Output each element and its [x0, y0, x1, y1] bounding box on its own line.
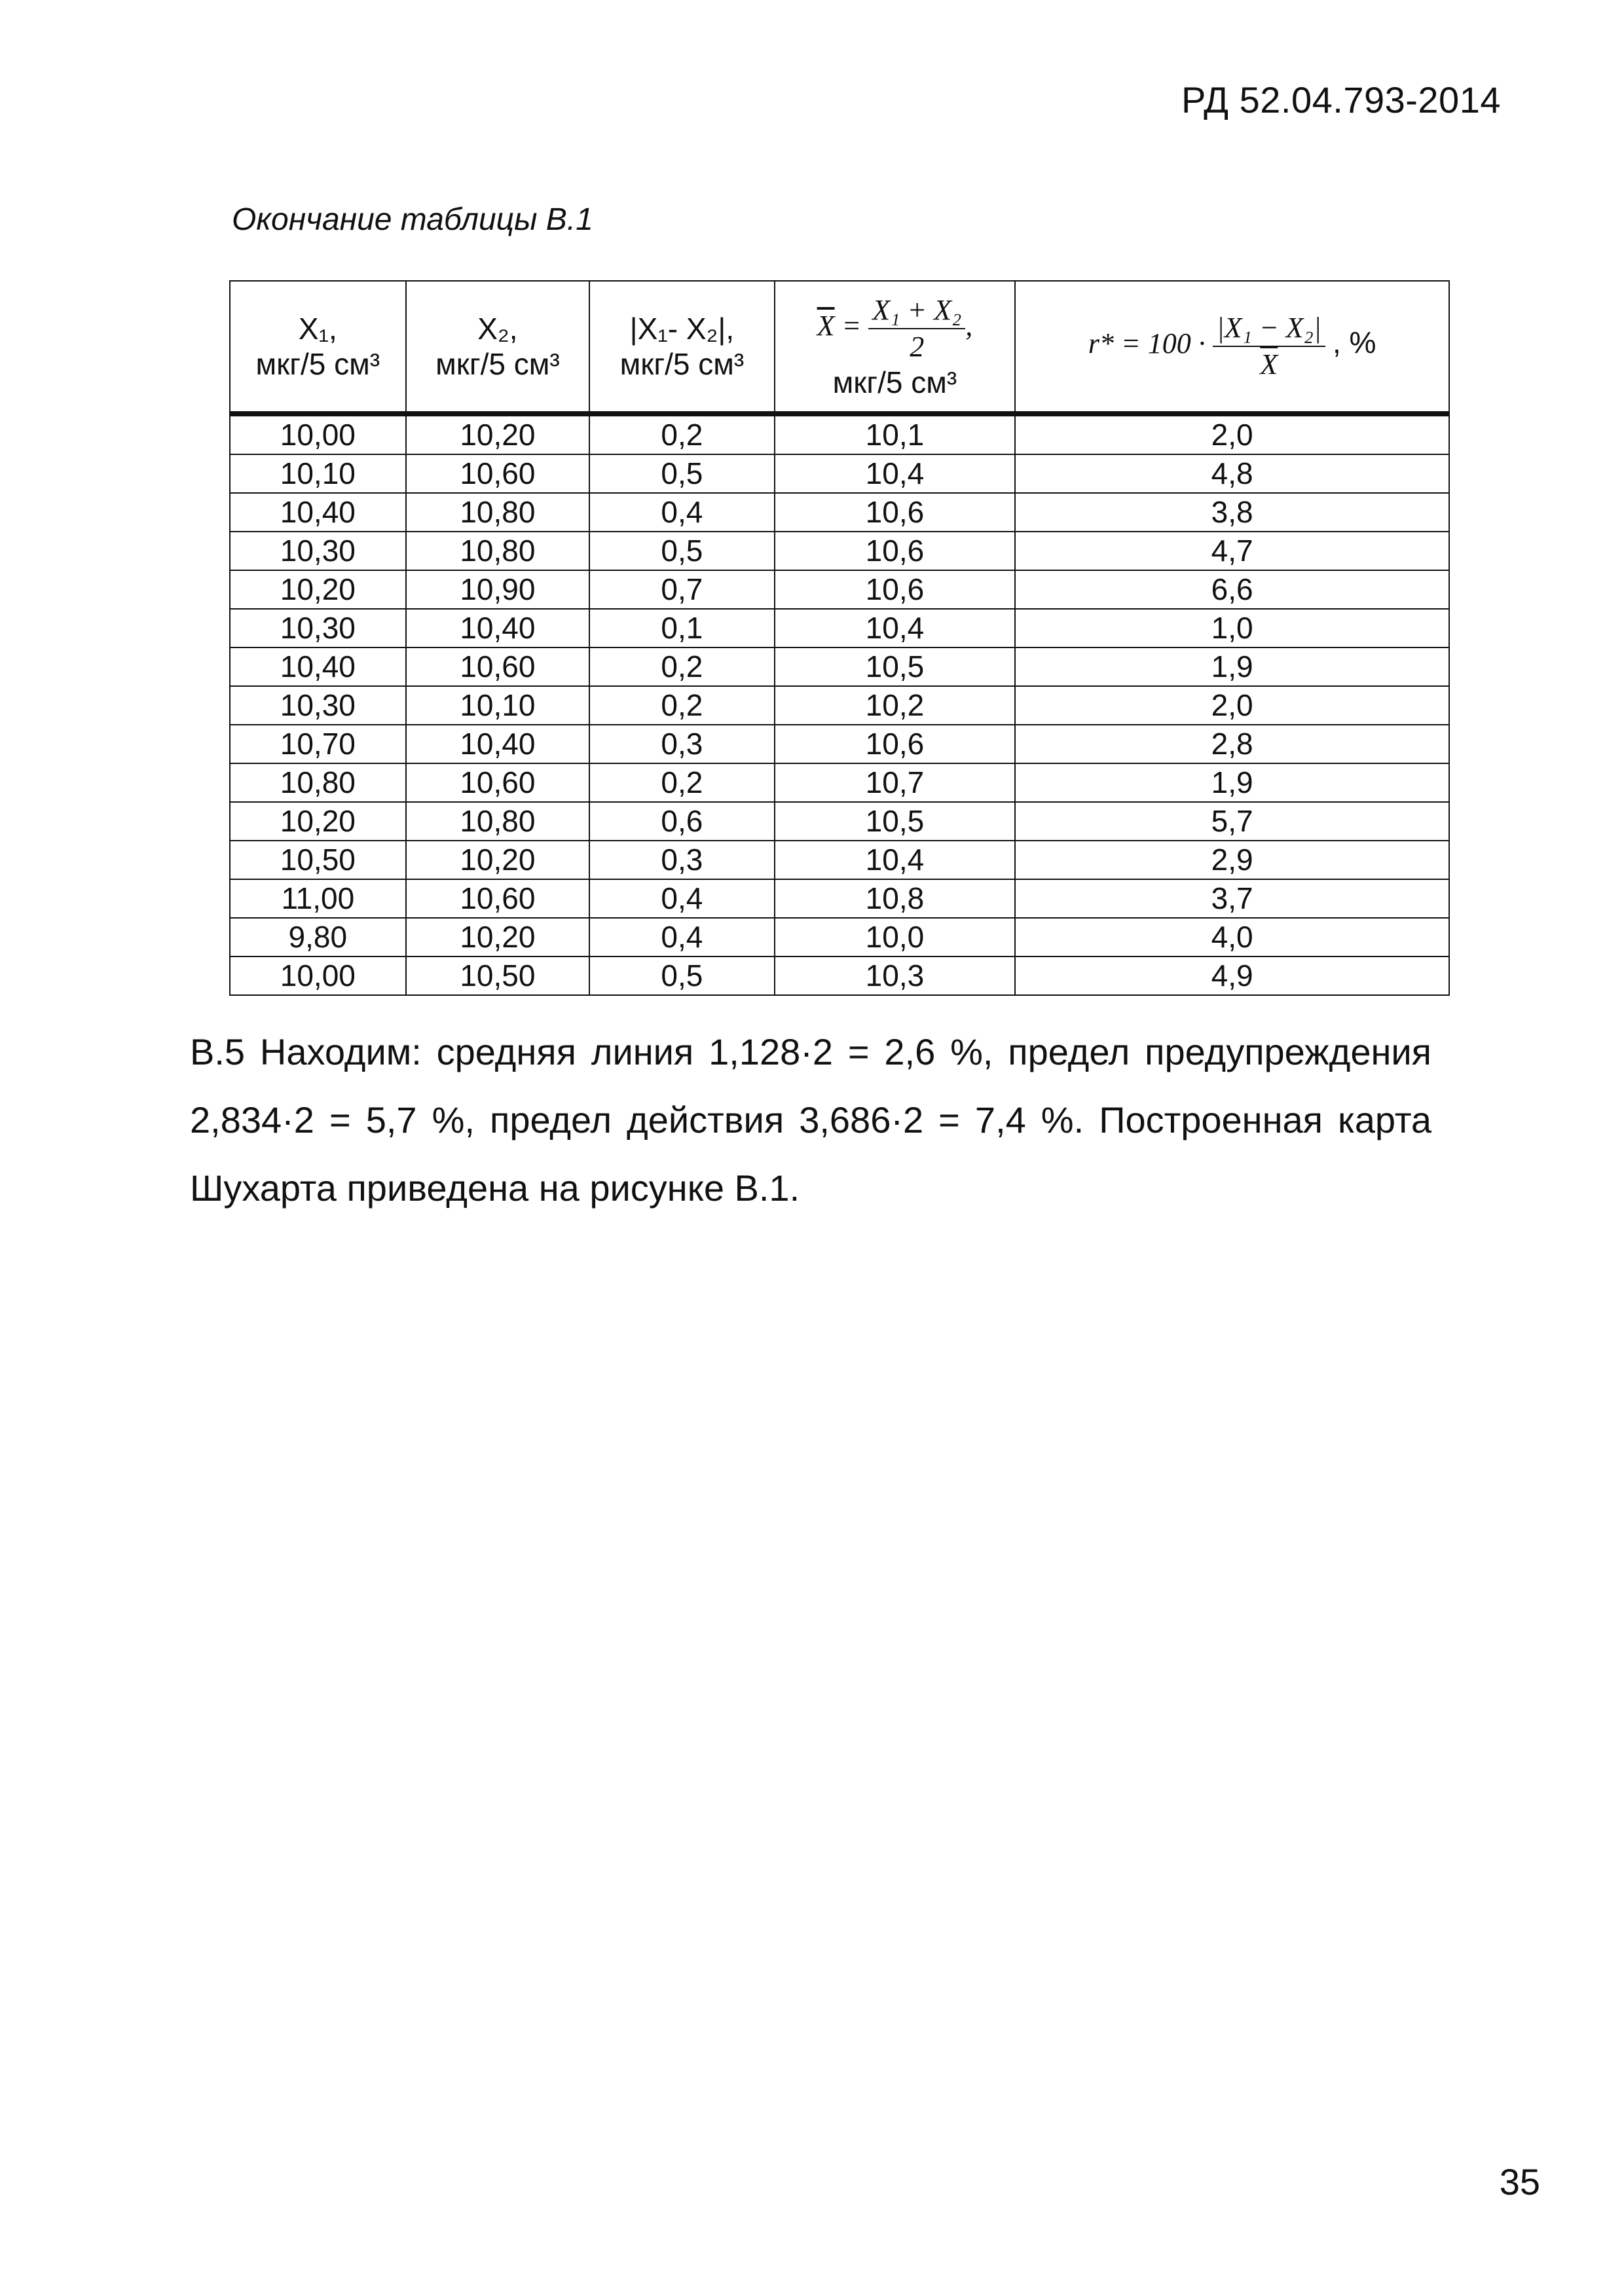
cell-r-star: 1,0	[1015, 609, 1449, 647]
table-header-row	[230, 281, 1449, 414]
r-formula	[1088, 312, 1333, 380]
cell-difference: 0,2	[589, 647, 774, 686]
header-x1-unit: мкг/5 см³	[255, 347, 380, 381]
r-formula-lhs: r* = 100 ·	[1088, 327, 1206, 360]
header-mean-unit: мкг/5 см³	[832, 365, 957, 399]
cell-x2: 10,40	[406, 725, 590, 763]
cell-mean: 10,1	[775, 414, 1016, 454]
r-formula-fraction	[1213, 310, 1325, 382]
table-row	[230, 841, 1449, 879]
cell-mean: 10,6	[775, 725, 1016, 763]
header-mean	[775, 281, 1016, 414]
table-row	[230, 802, 1449, 841]
cell-difference: 0,4	[589, 918, 774, 957]
cell-x2: 10,20	[406, 841, 590, 879]
cell-x2: 10,80	[406, 532, 590, 570]
header-x1-symbol: X₁,	[298, 312, 337, 346]
cell-r-star: 2,8	[1015, 725, 1449, 763]
header-x2	[406, 281, 590, 414]
cell-mean: 10,4	[775, 454, 1016, 493]
cell-x2: 10,60	[406, 454, 590, 493]
cell-mean: 10,7	[775, 763, 1016, 802]
table-row	[230, 647, 1449, 686]
cell-x2: 10,60	[406, 763, 590, 802]
cell-mean: 10,6	[775, 532, 1016, 570]
table-row	[230, 570, 1449, 609]
cell-r-star: 2,0	[1015, 686, 1449, 725]
mean-formula-fraction	[868, 293, 965, 365]
cell-x2: 10,20	[406, 918, 590, 957]
cell-mean: 10,4	[775, 609, 1016, 647]
table-row	[230, 609, 1449, 647]
cell-difference: 0,5	[589, 957, 774, 995]
data-table	[229, 280, 1450, 996]
mean-formula-eq: =	[841, 310, 862, 342]
table-row	[230, 957, 1449, 995]
header-x1	[230, 281, 406, 414]
cell-x2: 10,20	[406, 414, 590, 454]
cell-r-star: 3,8	[1015, 493, 1449, 532]
cell-x2: 10,60	[406, 647, 590, 686]
cell-x1: 10,80	[230, 763, 406, 802]
mean-formula-comma: ,	[965, 310, 973, 342]
table-row	[230, 686, 1449, 725]
cell-mean: 10,6	[775, 493, 1016, 532]
cell-mean: 10,5	[775, 647, 1016, 686]
cell-difference: 0,5	[589, 454, 774, 493]
cell-x2: 10,40	[406, 609, 590, 647]
cell-mean: 10,0	[775, 918, 1016, 957]
cell-difference: 0,4	[589, 493, 774, 532]
cell-x1: 10,30	[230, 532, 406, 570]
cell-x1: 10,20	[230, 802, 406, 841]
document-code: РД 52.04.793-2014	[1181, 79, 1501, 120]
cell-difference: 0,1	[589, 609, 774, 647]
cell-r-star: 6,6	[1015, 570, 1449, 609]
table-row	[230, 725, 1449, 763]
header-r-star	[1015, 281, 1449, 414]
cell-r-star: 4,9	[1015, 957, 1449, 995]
cell-x2: 10,80	[406, 802, 590, 841]
table-row	[230, 454, 1449, 493]
cell-x1: 10,10	[230, 454, 406, 493]
cell-r-star: 3,7	[1015, 879, 1449, 918]
cell-x1: 10,20	[230, 570, 406, 609]
cell-x1: 10,00	[230, 414, 406, 454]
cell-r-star: 1,9	[1015, 647, 1449, 686]
cell-r-star: 4,0	[1015, 918, 1449, 957]
mean-formula	[817, 294, 973, 363]
cell-difference: 0,2	[589, 686, 774, 725]
cell-x1: 10,30	[230, 609, 406, 647]
cell-difference: 0,2	[589, 414, 774, 454]
mean-formula-lhs: $\overline{X}$	[817, 310, 835, 342]
cell-difference: 0,3	[589, 841, 774, 879]
cell-r-star: 2,9	[1015, 841, 1449, 879]
cell-x1: 10,40	[230, 493, 406, 532]
cell-mean: 10,5	[775, 802, 1016, 841]
cell-x1: 10,00	[230, 957, 406, 995]
mean-formula-denominator: 2	[910, 331, 925, 363]
table-row	[230, 493, 1449, 532]
page-number: 35	[1499, 2161, 1540, 2202]
mean-formula-numerator: X₁ + X₂	[868, 293, 965, 329]
cell-mean: 10,8	[775, 879, 1016, 918]
cell-mean: 10,4	[775, 841, 1016, 879]
table-row	[230, 414, 1449, 454]
cell-x2: 10,90	[406, 570, 590, 609]
r-formula-denominator: X	[1260, 348, 1278, 380]
header-difference	[589, 281, 774, 414]
cell-mean: 10,6	[775, 570, 1016, 609]
cell-difference: 0,7	[589, 570, 774, 609]
cell-mean: 10,2	[775, 686, 1016, 725]
cell-difference: 0,3	[589, 725, 774, 763]
cell-r-star: 5,7	[1015, 802, 1449, 841]
table-body	[230, 414, 1449, 995]
cell-x2: 10,50	[406, 957, 590, 995]
cell-x1: 10,40	[230, 647, 406, 686]
cell-r-star: 4,8	[1015, 454, 1449, 493]
cell-r-star: 4,7	[1015, 532, 1449, 570]
body-paragraph: В.5 Находим: средняя линия 1,128·2 = 2,6 %, предел предупреждения 2,834·2 = 5,7 %, предел действия 3,686·2 = 7,4 %. Построенная карта Шухарта приведена на рисунке В.1.	[190, 1031, 1431, 1209]
cell-x1: 10,30	[230, 686, 406, 725]
cell-difference: 0,4	[589, 879, 774, 918]
cell-mean: 10,3	[775, 957, 1016, 995]
table-row	[230, 763, 1449, 802]
cell-r-star: 2,0	[1015, 414, 1449, 454]
cell-difference: 0,2	[589, 763, 774, 802]
cell-difference: 0,6	[589, 802, 774, 841]
cell-difference: 0,5	[589, 532, 774, 570]
header-diff-symbol: |X₁- X₂|,	[629, 312, 735, 346]
table-row	[230, 532, 1449, 570]
cell-x2: 10,10	[406, 686, 590, 725]
header-x2-symbol: X₂,	[477, 312, 518, 346]
cell-x1: 11,00	[230, 879, 406, 918]
cell-x1: 10,50	[230, 841, 406, 879]
header-diff-unit: мкг/5 см³	[619, 347, 745, 381]
table-row	[230, 879, 1449, 918]
r-formula-unit: , %	[1332, 325, 1376, 360]
cell-x1: 9,80	[230, 918, 406, 957]
cell-x2: 10,60	[406, 879, 590, 918]
table-row	[230, 918, 1449, 957]
cell-x1: 10,70	[230, 725, 406, 763]
cell-x2: 10,80	[406, 493, 590, 532]
cell-r-star: 1,9	[1015, 763, 1449, 802]
r-formula-numerator: |X₁ − X₂|	[1213, 310, 1325, 347]
header-x2-unit: мкг/5 см³	[435, 347, 560, 381]
table-caption: Окончание таблицы В.1	[232, 202, 593, 237]
